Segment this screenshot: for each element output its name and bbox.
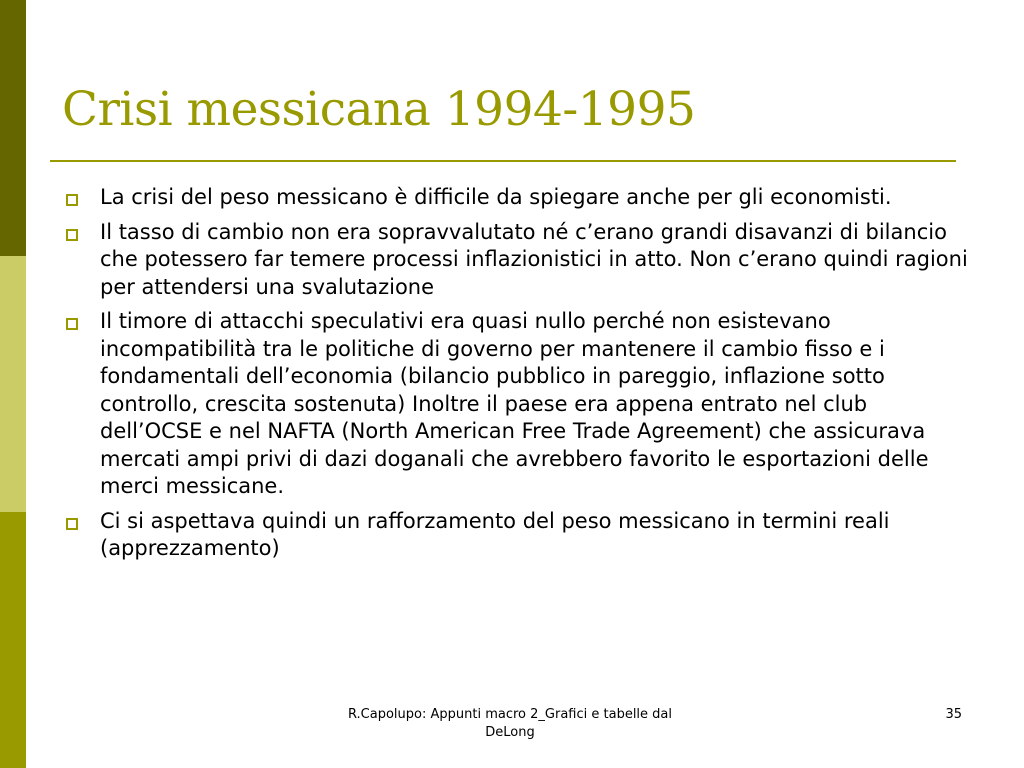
left-accent-bar — [0, 0, 26, 768]
slide-footer: R.Capolupo: Appunti macro 2_Grafici e tabelle dal DeLong — [347, 707, 673, 740]
bullet-item — [62, 219, 972, 302]
accent-bar-light-segment — [0, 256, 26, 512]
bullet-text: Il tasso di cambio non era sopravvalutato né c’erano grandi disavanzi di bilancio che potessero far temere processi inflazionistici in atto. Non c’erano quindi ragioni per attendersi una svalutazione — [100, 219, 968, 299]
hollow-square-bullet-icon — [66, 318, 78, 330]
bullet-item — [62, 508, 972, 563]
bullet-list — [62, 184, 972, 570]
bullet-item — [62, 308, 972, 501]
page-number: 35 — [945, 707, 962, 722]
hollow-square-bullet-icon — [66, 518, 78, 530]
title-divider — [50, 160, 956, 162]
slide-title: Crisi messicana 1994-1995 — [62, 82, 696, 137]
accent-bar-dark-segment — [0, 0, 26, 256]
bullet-text: La crisi del peso messicano è difficile da spiegare anche per gli economisti. — [100, 185, 892, 209]
bullet-text: Ci si aspettava quindi un rafforzamento del peso messicano in termini reali (apprezzamento) — [100, 508, 890, 560]
bullet-item — [62, 184, 972, 212]
hollow-square-bullet-icon — [66, 194, 78, 206]
accent-bar-mid-segment — [0, 512, 26, 768]
hollow-square-bullet-icon — [66, 229, 78, 241]
bullet-text: Il timore di attacchi speculativi era quasi nullo perché non esistevano incompatibilità tra le politiche di governo per mantenere il cambio fisso e i fondamentali dell’economia (bilancio pubblico in pareggio, inflazione sotto controllo, crescita sostenuta) Inoltre il paese era appena entrato nel club dell’OCSE e nel NAFTA (North American Free Trade Agreement) che assicurava mercati ampi privi di dazi doganali che avrebbero favorito le esportazioni delle merci messicane. — [100, 309, 929, 498]
